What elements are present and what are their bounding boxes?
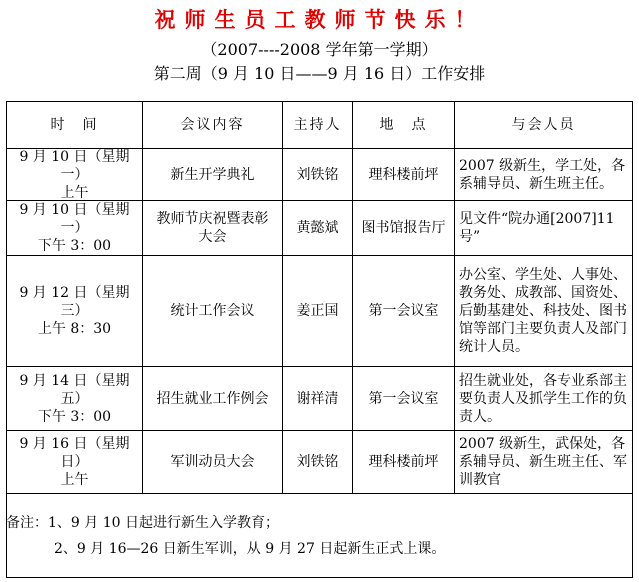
content-cell: 新生开学典礼: [170, 166, 255, 183]
note-line-2: 2、9 月 16—26 日新生军训，从 9 月 27 日起新生正式上课。: [54, 541, 446, 557]
attendees-cell: 见文件“院办通[2007]11 号”: [459, 211, 615, 245]
semester-title: （2007----2008 学年第一学期）: [201, 40, 438, 59]
time-cell: 9 月 16 日（星期日） 上午: [19, 436, 130, 488]
content-cell: 军训动员大会: [170, 454, 255, 470]
host-cell: 谢祥清: [296, 390, 339, 407]
content-cell: 招生就业工作例会: [156, 390, 269, 407]
time-cell: 9 月 10 日（星期一） 上午: [19, 148, 130, 201]
time-cell: 9 月 10 日（星期一） 下午 3：00: [19, 202, 130, 254]
schedule-table: [6, 101, 633, 578]
host-cell: 姜正国: [296, 303, 339, 319]
header-place: 地 点: [379, 117, 428, 133]
place-cell: 图书馆报告厅: [361, 220, 446, 236]
time-cell: 9 月 14 日（星期五） 下午 3：00: [19, 372, 130, 425]
attendees-cell: 招生就业处，各专业系部主要负责人及抓学生工作的负责人。: [459, 372, 627, 425]
host-cell: 刘铁铭: [296, 166, 339, 183]
attendees-cell: 2007 级新生，武保处，各系辅导员、新生班主任、军训教官: [459, 436, 627, 488]
header-time: 时 间: [50, 117, 99, 133]
header-attendees: 与会人员: [511, 117, 576, 133]
place-cell: 理科楼前坪: [368, 454, 439, 470]
place-cell: 第一会议室: [368, 390, 439, 407]
content-cell: 教师节庆祝暨表彰大会: [156, 211, 269, 245]
host-cell: 黄懿斌: [296, 220, 339, 236]
attendees-cell: 办公室、学生处、人事处、教务处、成教部、国资处、后勤基建处、科技处、图书馆等部门主要负责人及部门统计人员。: [459, 267, 627, 355]
content-cell: 统计工作会议: [170, 303, 255, 319]
place-cell: 理科楼前坪: [368, 166, 439, 183]
notes: [6, 510, 445, 562]
place-cell: 第一会议室: [368, 303, 439, 319]
header-content: 会议内容: [180, 117, 245, 133]
banner: 祝师生员工教师节快乐！: [154, 7, 485, 32]
header-host: 主持人: [293, 117, 342, 133]
time-cell: 9 月 12 日（星期三） 上午 8：30: [19, 285, 130, 337]
attendees-cell: 2007 级新生，学工处，各系辅导员、新生班主任。: [459, 157, 626, 192]
host-cell: 刘铁铭: [296, 454, 339, 470]
note-line-1: 备注：1、9 月 10 日起进行新生入学教育；: [6, 515, 279, 531]
week-title: 第二周（9 月 10 日——9 月 16 日）工作安排: [153, 64, 486, 83]
